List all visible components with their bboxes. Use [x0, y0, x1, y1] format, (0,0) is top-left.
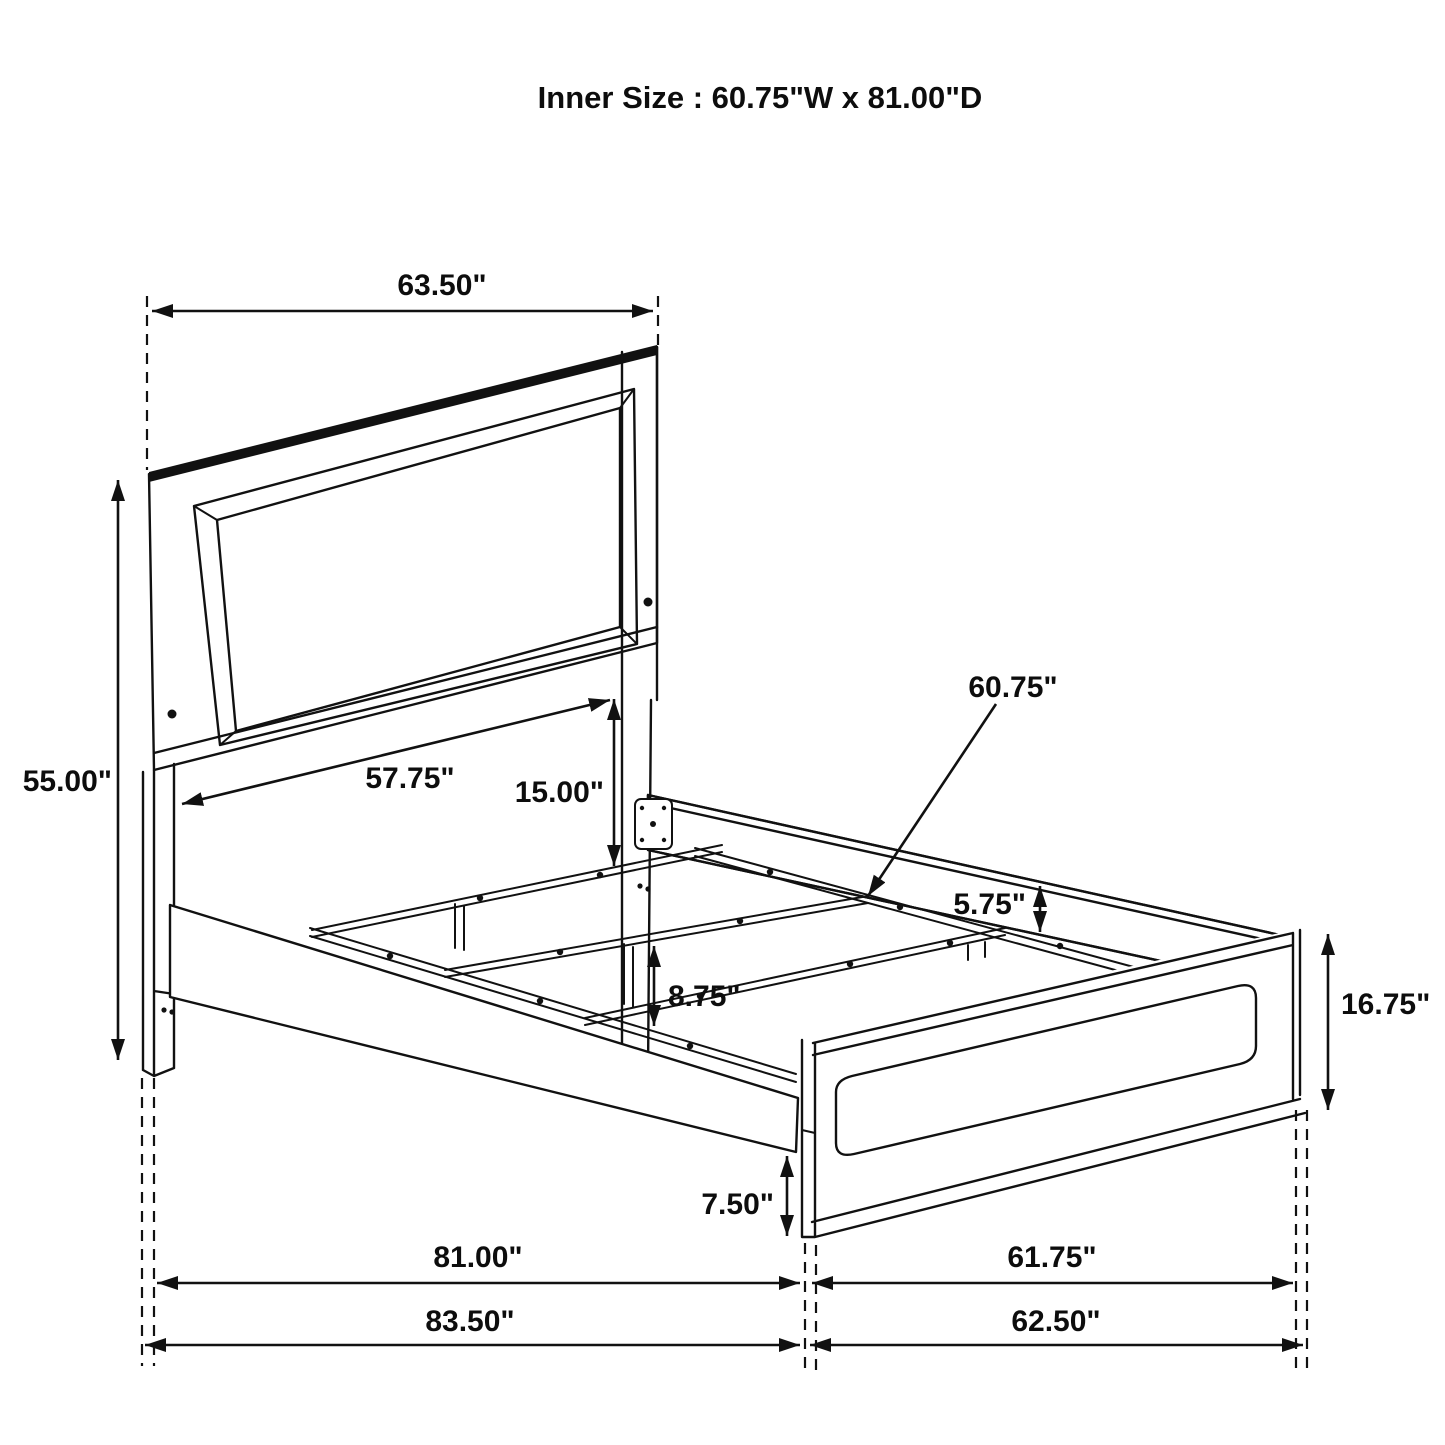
left-post-bolt-2: [169, 1009, 174, 1014]
slat-inner-width-label: 60.75": [968, 671, 1058, 704]
slat-head: [312, 845, 722, 937]
rail-bottom-height-label: 7.50": [701, 1188, 774, 1221]
far-rail-board: [648, 795, 1298, 963]
plate-bolt-2: [662, 806, 666, 810]
footboard-mask: [802, 928, 1305, 1237]
plate-bolt-1: [640, 806, 644, 810]
headboard-width-label: 63.50": [397, 269, 487, 302]
near-side-rail: [170, 905, 798, 1152]
near-rail-board: [170, 905, 798, 1152]
headboard-clearance-label: 15.00": [514, 776, 604, 809]
plate-bolt-center: [650, 821, 656, 827]
left-post-bolt-1: [161, 1007, 166, 1012]
headboard-panel-width-label: 57.75": [365, 762, 455, 795]
headboard-height-label: 55.00": [22, 765, 112, 798]
plate-bolt-3: [640, 838, 644, 842]
footboard-width-label: 62.50": [1011, 1305, 1101, 1338]
plate-bolt-4: [662, 838, 666, 842]
inner-depth-label: 81.00": [433, 1241, 523, 1274]
slat-height-label: 8.75": [668, 980, 741, 1013]
post-bolt-2: [645, 886, 650, 891]
footboard-height-label: 16.75": [1341, 988, 1431, 1021]
slat-middle: [445, 896, 868, 977]
far-rail-brackets: [968, 942, 985, 960]
footboard: [802, 928, 1305, 1237]
post-bolt-1: [637, 883, 642, 888]
footboard-inner-width-label: 61.75": [1007, 1241, 1097, 1274]
page-title: Inner Size : 60.75"W x 81.00"D: [537, 80, 983, 115]
headboard-left-screw: [168, 710, 177, 719]
slat-legs: [455, 904, 633, 1007]
headboard-right-screw: [644, 598, 653, 607]
rail-top-offset-label: 5.75": [953, 888, 1026, 921]
overall-depth-label: 83.50": [425, 1305, 515, 1338]
far-side-rail: [648, 795, 1298, 963]
